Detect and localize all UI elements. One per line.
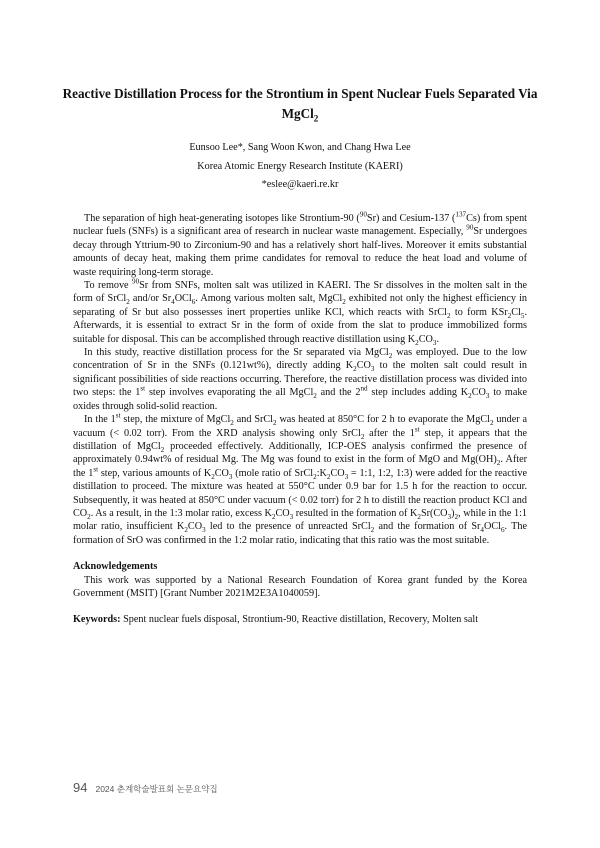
keywords <box>73 613 527 626</box>
paragraph-3: In this study, reactive distillation process for the Sr separated via MgCl$_2$ was employed. Due to the low concentration of Sr in the SNFs (0.121wt%), directly adding $K_2CO_3$ to the molten salt could result in significant possibilities of side reactions occurring. Therefore, the reactive distillation process was divided into two steps: the 1st step involves evaporating the all MgCl$_2$ and the 2nd step includes adding $K_2CO_3$ to make oxides through solid-solid reaction. <box>73 347 528 412</box>
author-email: *eslee@kaeri.re.kr <box>261 179 339 190</box>
paper-title <box>60 84 540 124</box>
acknowledgements-heading: Acknowledgements <box>73 561 158 573</box>
keywords-text: Spent nuclear fuels disposal, Strontium-90, Reactive distillation, Recovery, Molten salt <box>120 614 479 626</box>
title-text: Reactive Distillation Process for the Strontium in Spent Nuclear Fuels Separated Via MgCl <box>62 86 538 121</box>
keywords-label: Keywords: <box>73 614 121 626</box>
page-number: 94 <box>73 780 88 795</box>
abstract-body <box>73 212 527 627</box>
paragraph-1: The separation of high heat-generating isotopes like Strontium-90 ($^{90}$Sr) and Cesium-137 ($^{137}$Cs) from spent nuclear fuels (SNFs) is a significant area of research in nuclear waste management. Especially, $^{90}$Sr undergoes decay through Yttrium-90 to Zirconium-90 and has a relatively short half-lives. Moreover it emits substantial amounts of decay heat, making them prime candidates for removal to reduce the heat load and volume of waste requiring long-term storage. <box>73 210 527 278</box>
affiliation: Korea Atomic Energy Research Institute (KAERI) <box>197 161 403 172</box>
title-subscript: 2 <box>313 113 319 124</box>
author-list: Eunsoo Lee*, Sang Woon Kwon, and Chang Hwa Lee <box>189 142 411 153</box>
acknowledgements-text: This work was supported by a National Research Foundation of Korea grant funded by the Korea Government (MSIT) [Grant Number 2021M2E3A1040059]. <box>73 574 527 599</box>
paragraph-4: In the 1st step, the mixture of MgCl$_2$ and SrCl$_2$ was heated at 850°C for 2 h to evaporate the MgCl$_2$ under a vacuum (< 0.02 torr). From the XRD analysis showing only SrCl$_2$ after the 1st step, it appears that the distillation of MgCl$_2$ proceeded effectively. Additionally, ICP-OES analysis confirmed the presence of approximately 0.94wt% of residual Mg. The Mg was found to exist in the form of MgO and $Mg(OH)_2$. After the 1st step, various amounts of $K_2CO_3$ (mole ratio of $SrCl_2:K_2CO_3$ = 1:1, 1:2, 1:3) were added for the reactive distillation to proceed. The mixture was heated at 550°C under 0.9 bar for 1.5 h for the reaction to occur. Subsequently, it was heated at 850°C under vacuum (< 0.02 torr) for 2 h to distill the reaction product KCl and $CO_2$. As a result, in the 1:3 molar ratio, excess $K_2CO_3$ resulted in the formation of $K_2Sr(CO_3)_2$, while in the 1:1 molar ratio, insufficient $K_2CO_3$ led to the presence of unreacted SrCl$_2$ and the formation of $Sr_4OCl_6$. The formation of SrO was confirmed in the 1:2 molar ratio, indicating that this ratio was the most suitable. <box>73 411 528 546</box>
page-footer <box>73 780 218 795</box>
conference-name: 2024 춘계학술발표회 논문요약집 <box>95 784 218 794</box>
paragraph-2: To remove $^{90}$Sr from SNFs, molten salt was utilized in KAERI. The Sr dissolves in the molten salt in the form of SrCl$_2$ and/or $Sr_4OCl_6$. Among various molten salt, MgCl$_2$ exhibited not only the highest efficiency in separating of Sr but also possesses inert properties unlike KCl, which reacts with SrCl$_2$ to form $KSr_2Cl_5$. Afterwards, it is essential to extract Sr in the form of oxide from the slat to produce immobilized forms suitable for disposal. This can be accomplished through reactive distillation using $K_2CO_3$. <box>73 277 528 347</box>
